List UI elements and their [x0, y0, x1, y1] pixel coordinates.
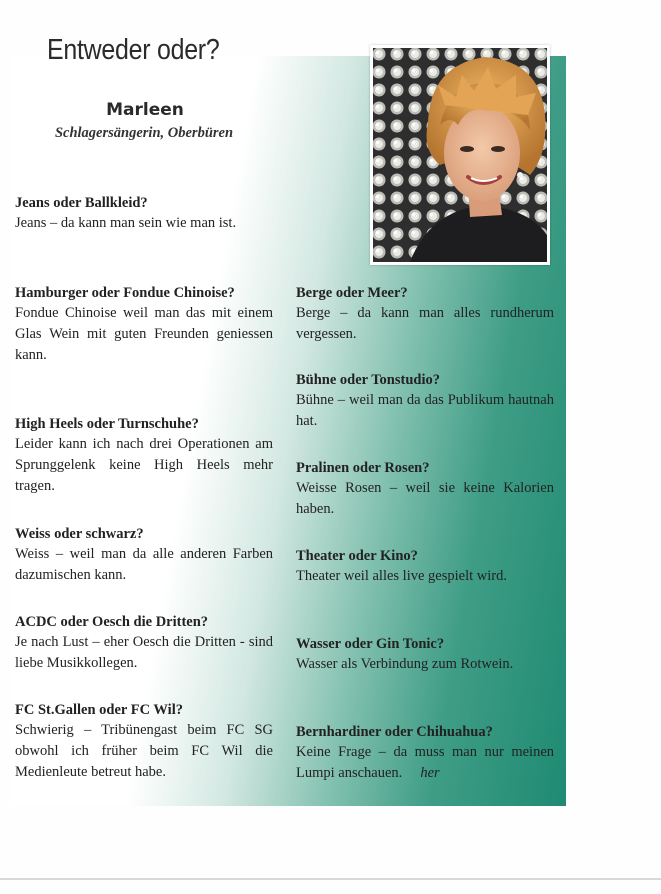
- answer: Bühne – weil man da das Publikum hautnah hat.: [296, 392, 554, 429]
- answer: [296, 742, 554, 784]
- qa-right-2: [296, 370, 554, 432]
- question: Hamburger oder Fondue Chinoise?: [15, 285, 235, 301]
- question: Bernhardiner oder Chihuahua?: [296, 724, 493, 740]
- portrait-photo: [370, 45, 550, 265]
- answer: Jeans – da kann man sein wie man ist.: [15, 215, 237, 231]
- qa-right-4: [296, 546, 554, 587]
- page-title: Entweder oder?: [47, 34, 220, 66]
- answer-text: Keine Frage – da muss man nur meinen Lumpi anschauen.: [296, 744, 554, 781]
- question: Wasser oder Gin Tonic?: [296, 636, 445, 652]
- qa-right-5: [296, 634, 554, 675]
- answer: Theater weil alles live gespielt wird.: [296, 568, 507, 584]
- author-signature: her: [420, 765, 440, 781]
- question: ACDC oder Oesch die Dritten?: [15, 614, 209, 630]
- answer: Berge – da kann man alles rundherum vergessen.: [296, 305, 554, 342]
- person-name: Marleen: [106, 100, 184, 120]
- portrait-image: [370, 45, 550, 265]
- answer: Je nach Lust – eher Oesch die Dritten - sind liebe Musikkollegen.: [15, 634, 273, 671]
- qa-left-3: [15, 414, 273, 497]
- answer: Fondue Chinoise weil man das mit einem Glas Wein mit guten Freunden geniessen kann.: [15, 305, 273, 363]
- answer: Leider kann ich nach drei Operationen am Sprunggelenk keine High Heels mehr tragen.: [15, 436, 273, 494]
- question: Bühne oder Tonstudio?: [296, 372, 440, 388]
- qa-right-1: [296, 283, 554, 345]
- qa-left-5: [15, 612, 273, 674]
- qa-left-4: [15, 524, 273, 586]
- question: Theater oder Kino?: [296, 548, 418, 564]
- answer: Weiss – weil man da alle anderen Farben dazumischen kann.: [15, 546, 273, 583]
- question: Pralinen oder Rosen?: [296, 460, 430, 476]
- qa-right-3: [296, 458, 554, 520]
- answer: Schwierig – Tribünengast beim FC SG obwohl ich früher beim FC Wil die Medienleute betreut habe.: [15, 722, 273, 780]
- person-role: Schlagersängerin, Oberbüren: [54, 125, 234, 141]
- qa-left-6: [15, 700, 273, 783]
- qa-left-1: [15, 193, 273, 234]
- qa-right-6: [296, 722, 554, 784]
- page-bottom-rule: [0, 878, 661, 880]
- answer: Weisse Rosen – weil sie keine Kalorien haben.: [296, 480, 554, 517]
- answer: Wasser als Verbindung zum Rotwein.: [296, 656, 514, 672]
- question: Weiss oder schwarz?: [15, 526, 144, 542]
- question: FC St.Gallen oder FC Wil?: [15, 702, 183, 718]
- question: High Heels oder Turnschuhe?: [15, 416, 199, 432]
- question: Berge oder Meer?: [296, 285, 408, 301]
- qa-left-2: [15, 283, 273, 366]
- question: Jeans oder Ballkleid?: [15, 195, 148, 211]
